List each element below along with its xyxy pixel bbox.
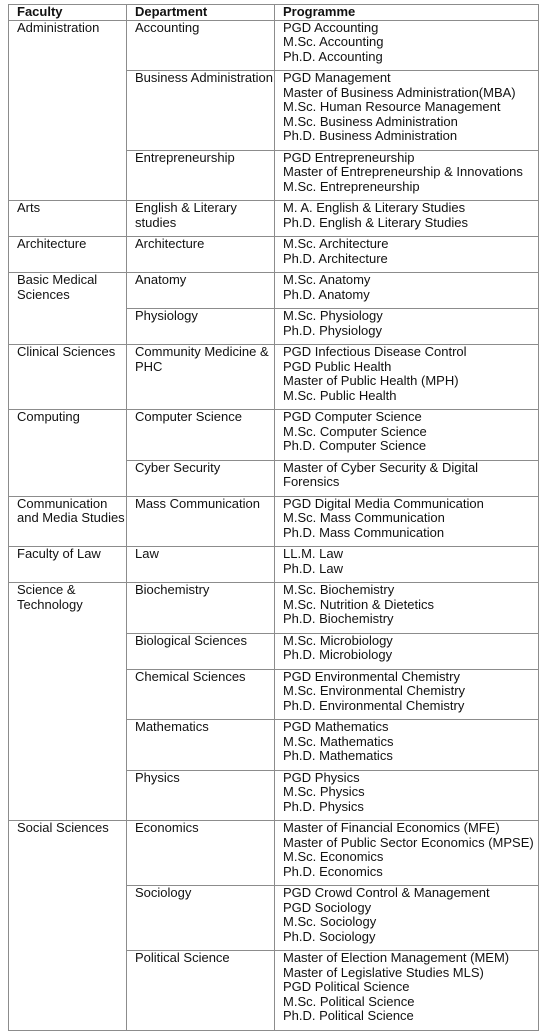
table-body — [9, 20, 539, 1030]
programme-cell — [275, 951, 539, 1031]
programme-item: Master of Election Management (MEM) — [283, 950, 510, 965]
programme-cell — [275, 547, 539, 583]
table-row — [9, 410, 539, 461]
programme-item: PGD Computer Science — [283, 409, 422, 424]
table-row — [9, 496, 539, 547]
department-cell: Entrepreneurship — [127, 150, 275, 201]
programme-item: M.Sc. Public Health — [283, 387, 397, 403]
programme-cell — [275, 71, 539, 151]
programme-cell — [275, 720, 539, 771]
programme-cell — [275, 583, 539, 634]
header-row — [9, 5, 539, 21]
programme-item: M.Sc. Political Science — [283, 993, 415, 1009]
department-cell: Cyber Security — [127, 460, 275, 496]
programme-cell — [275, 237, 539, 273]
programme-item: Master of Financial Economics (MFE) — [283, 820, 500, 835]
programme-item: M.Sc. Mass Communication — [283, 510, 445, 525]
department-cell: Physics — [127, 770, 275, 821]
programme-cell — [275, 345, 539, 410]
faculty-cell: Administration — [9, 20, 127, 201]
faculty-cell: Social Sciences — [9, 821, 127, 1031]
department-cell: Accounting — [127, 20, 275, 71]
programme-item: Master of Entrepreneurship & Innovations — [283, 164, 523, 179]
table-row — [9, 345, 539, 410]
faculty-cell: Communication and Media Studies — [9, 496, 127, 547]
programme-item: M.Sc. Environmental Chemistry — [283, 683, 466, 698]
table-row — [9, 273, 539, 309]
programme-cell — [275, 821, 539, 886]
programme-cell — [275, 633, 539, 669]
programme-item: PGD Political Science — [283, 979, 410, 994]
programme-item: Ph.D. Business Administration — [283, 128, 458, 143]
programme-item: M.Sc. Architecture — [283, 236, 389, 251]
table-row — [9, 583, 539, 634]
programme-item: M.Sc. Sociology — [283, 914, 377, 929]
department-cell: Chemical Sciences — [127, 669, 275, 720]
department-cell: Architecture — [127, 237, 275, 273]
faculty-cell: Clinical Sciences — [9, 345, 127, 410]
programme-cell — [275, 460, 539, 496]
programme-item: M.Sc. Economics — [283, 849, 384, 864]
programme-item: Ph.D. Microbiology — [283, 647, 393, 662]
faculty-cell: Computing — [9, 410, 127, 497]
programme-item: PGD Public Health — [283, 358, 392, 374]
department-cell: Business Administration — [127, 71, 275, 151]
department-cell: Political Science — [127, 951, 275, 1031]
programme-item: M.Sc. Mathematics — [283, 733, 394, 749]
department-cell: Anatomy — [127, 273, 275, 309]
department-cell: English & Literary studies — [127, 201, 275, 237]
programme-item: PGD Digital Media Communication — [283, 495, 484, 511]
programme-item: PGD Crowd Control & Management — [283, 885, 490, 900]
programme-item: M.Sc. Business Administration — [283, 113, 458, 129]
department-cell: Biological Sciences — [127, 633, 275, 669]
programme-item: M.Sc. Entrepreneurship — [283, 178, 420, 194]
department-cell: Mass Communication — [127, 496, 275, 547]
faculty-cell: Science & Technology — [9, 583, 127, 821]
department-cell: Law — [127, 547, 275, 583]
table-row — [9, 201, 539, 237]
programme-item: Ph.D. Physics — [283, 798, 364, 814]
programme-cell — [275, 273, 539, 309]
programme-item: PGD Entrepreneurship — [283, 149, 415, 165]
table-row — [9, 237, 539, 273]
department-cell: Sociology — [127, 886, 275, 951]
programme-item: PGD Management — [283, 70, 391, 85]
programme-item: Master of Cyber Security & Digital Forensics — [283, 459, 479, 489]
programme-item: Ph.D. Biochemistry — [283, 611, 394, 626]
programme-item: Ph.D. Anatomy — [283, 286, 370, 302]
programme-item: M.Sc. Nutrition & Dietetics — [283, 596, 434, 612]
faculty-cell: Basic Medical Sciences — [9, 273, 127, 345]
programme-item: Master of Business Administration(MBA) — [283, 84, 516, 100]
programme-item: M.Sc. Microbiology — [283, 632, 393, 648]
programme-item: PGD Mathematics — [283, 719, 389, 734]
programme-item: Ph.D. Architecture — [283, 250, 388, 266]
programme-item: Ph.D. English & Literary Studies — [283, 214, 468, 230]
programme-cell — [275, 496, 539, 547]
programme-item: Ph.D. Mass Communication — [283, 524, 445, 540]
programmes-table — [8, 4, 539, 1031]
programme-item: Ph.D. Accounting — [283, 48, 383, 64]
programme-item: Master of Public Sector Economics (MPSE) — [283, 834, 534, 850]
programme-cell — [275, 770, 539, 821]
programme-cell — [275, 150, 539, 201]
programme-cell — [275, 201, 539, 237]
programme-item: PGD Physics — [283, 769, 360, 785]
programme-item: Ph.D. Environmental Chemistry — [283, 697, 465, 713]
programme-cell — [275, 20, 539, 71]
programme-item: Ph.D. Sociology — [283, 928, 376, 944]
header-programme: Programme — [275, 5, 539, 21]
department-cell: Mathematics — [127, 720, 275, 771]
table-row — [9, 547, 539, 583]
programme-item: Ph.D. Computer Science — [283, 438, 427, 453]
programme-item: LL.M. Law — [283, 546, 343, 561]
programme-item: M.Sc. Human Resource Management — [283, 99, 501, 114]
programme-item: M. A. English & Literary Studies — [283, 200, 466, 215]
header-department: Department — [127, 5, 275, 21]
programme-item: M.Sc. Biochemistry — [283, 582, 395, 597]
programme-item: PGD Sociology — [283, 899, 372, 915]
programme-item: M.Sc. Computer Science — [283, 423, 427, 439]
department-cell: Physiology — [127, 309, 275, 345]
programme-item: Ph.D. Political Science — [283, 1008, 414, 1023]
programme-cell — [275, 309, 539, 345]
department-cell: Computer Science — [127, 410, 275, 461]
programme-item: Ph.D. Economics — [283, 863, 383, 879]
programme-item: M.Sc. Physiology — [283, 308, 383, 323]
programme-item: Master of Legislative Studies MLS) — [283, 964, 484, 980]
programme-item: PGD Infectious Disease Control — [283, 344, 467, 359]
programme-cell — [275, 886, 539, 951]
table-row — [9, 821, 539, 886]
programme-item: PGD Environmental Chemistry — [283, 668, 460, 684]
programme-item: Ph.D. Mathematics — [283, 748, 393, 763]
programme-item: M.Sc. Anatomy — [283, 272, 371, 287]
programme-item: Master of Public Health (MPH) — [283, 373, 459, 388]
programme-cell — [275, 410, 539, 461]
department-cell: Biochemistry — [127, 583, 275, 634]
programme-cell — [275, 669, 539, 720]
table-row — [9, 20, 539, 71]
faculty-cell: Arts — [9, 201, 127, 237]
programme-item: M.Sc. Accounting — [283, 34, 384, 49]
faculty-cell: Architecture — [9, 237, 127, 273]
programme-item: PGD Accounting — [283, 19, 379, 35]
programme-item: M.Sc. Physics — [283, 784, 365, 799]
faculty-cell: Faculty of Law — [9, 547, 127, 583]
department-cell: Community Medicine & PHC — [127, 345, 275, 410]
header-faculty: Faculty — [9, 5, 127, 21]
programme-item: Ph.D. Law — [283, 560, 343, 576]
department-cell: Economics — [127, 821, 275, 886]
programme-item: Ph.D. Physiology — [283, 322, 382, 338]
